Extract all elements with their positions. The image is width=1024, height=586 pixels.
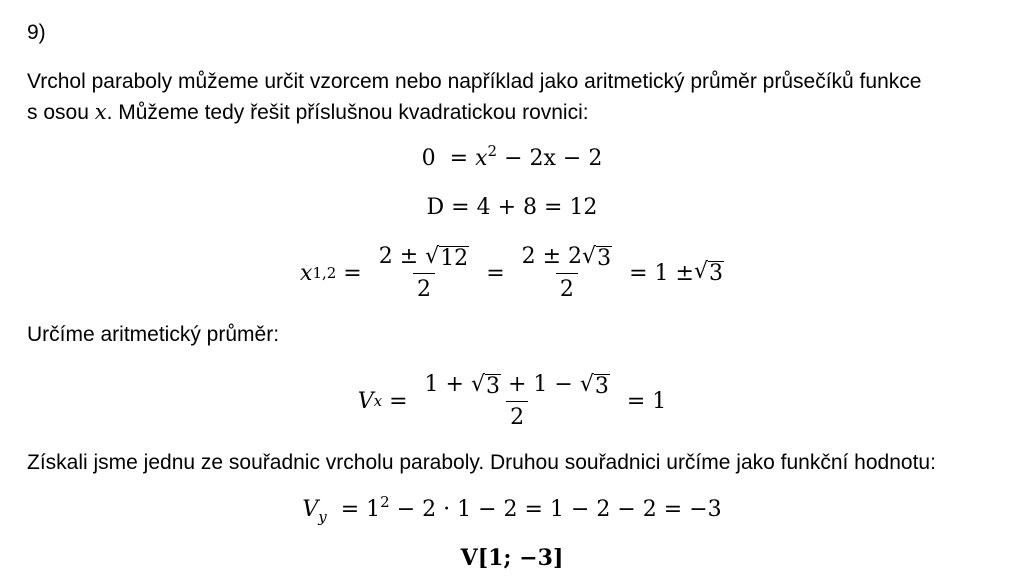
sqrt-12-radicand: 12 bbox=[440, 246, 469, 271]
eq4-eq2: = bbox=[626, 388, 646, 414]
eq3-eq3: = bbox=[629, 260, 648, 286]
equation-discriminant: D = 4 + 8 = 12 bbox=[426, 195, 598, 220]
coordinate-text: Získali jsme jednu ze souřadnic vrcholu paraboly. Druhou souřadnici určíme jako funkční hodnotu: bbox=[27, 451, 936, 474]
eq3-var: x bbox=[300, 260, 313, 286]
sqrt-3-tail-radicand: 3 bbox=[708, 261, 723, 286]
eq1-rest: − 2x − 2 bbox=[504, 146, 603, 171]
eq3-tail: 1 ± bbox=[654, 260, 694, 286]
eq3-eq1: = bbox=[343, 260, 362, 286]
eq4-sqrt-2-radicand: 3 bbox=[594, 374, 609, 399]
eq5-exponent: 2 bbox=[380, 493, 390, 511]
eq1-lhs: 0 bbox=[421, 146, 436, 171]
eq4-fraction bbox=[421, 372, 614, 430]
eq4-num-a: 1 + bbox=[424, 372, 471, 397]
eq4-sqrt-1: √ 3 bbox=[470, 372, 500, 399]
eq3-fraction-2 bbox=[518, 244, 616, 302]
eq3-f1-den: 2 bbox=[413, 273, 435, 302]
intro-line-2-start: s osou bbox=[27, 101, 95, 124]
eq5-equals: = bbox=[340, 497, 360, 522]
eq5-base: 1 bbox=[366, 497, 381, 522]
eq4-eq1: = bbox=[389, 388, 408, 414]
eq4-sqrt-2: √ 3 bbox=[579, 372, 609, 399]
eq4-var: V bbox=[357, 388, 374, 414]
eq3-f2-num: 2 ± 2 bbox=[521, 244, 583, 269]
eq5-var: V bbox=[302, 497, 319, 522]
equation-vy bbox=[0, 493, 1024, 526]
vertex-result: V[1; −3] bbox=[460, 545, 564, 571]
eq1-x: x bbox=[475, 146, 488, 171]
eq4-num-b: + 1 − bbox=[500, 372, 580, 397]
equation-vx: V x = 1 + √ 3 + 1 − √ 3 2 = 1 bbox=[357, 372, 667, 431]
sqrt-3: √ 3 bbox=[582, 244, 612, 271]
intro-variable-x: x bbox=[94, 100, 107, 124]
intro-line-1: Vrchol paraboly můžeme určit vzorcem nebo například jako aritmetický průměr průsečíků funkce bbox=[27, 70, 922, 93]
eq5-rest: − 2 · 1 − 2 = 1 − 2 − 2 = −3 bbox=[396, 497, 722, 522]
eq4-sqrt-1-radicand: 3 bbox=[485, 374, 500, 399]
intro-line-2 bbox=[27, 99, 589, 126]
eq4-result: 1 bbox=[652, 388, 667, 414]
eq1-equals: = bbox=[449, 146, 469, 171]
eq1-exponent: 2 bbox=[487, 142, 498, 160]
sqrt-12: √ 12 bbox=[425, 244, 469, 271]
eq4-den: 2 bbox=[506, 401, 528, 430]
mean-label: Určíme aritmetický průměr: bbox=[27, 323, 280, 346]
eq3-fraction-1 bbox=[375, 244, 473, 302]
equation-quadratic bbox=[0, 142, 1024, 171]
sqrt-3-tail: √ 3 bbox=[693, 259, 723, 286]
eq3-f1-num: 2 ± bbox=[378, 244, 426, 269]
eq5-sub: y bbox=[318, 508, 327, 526]
equation-roots: x 1,2 = 2 ± √ 12 2 = 2 ± 2 √ 3 2 = 1 ± √ 3 bbox=[300, 244, 723, 303]
intro-line-2-end: . Můžeme tedy řešit příslušnou kvadratickou rovnici: bbox=[106, 101, 589, 124]
eq3-eq2: = bbox=[486, 260, 505, 286]
problem-number: 9) bbox=[27, 21, 46, 44]
eq3-f2-den: 2 bbox=[556, 273, 578, 302]
sqrt-3-radicand: 3 bbox=[597, 246, 612, 271]
